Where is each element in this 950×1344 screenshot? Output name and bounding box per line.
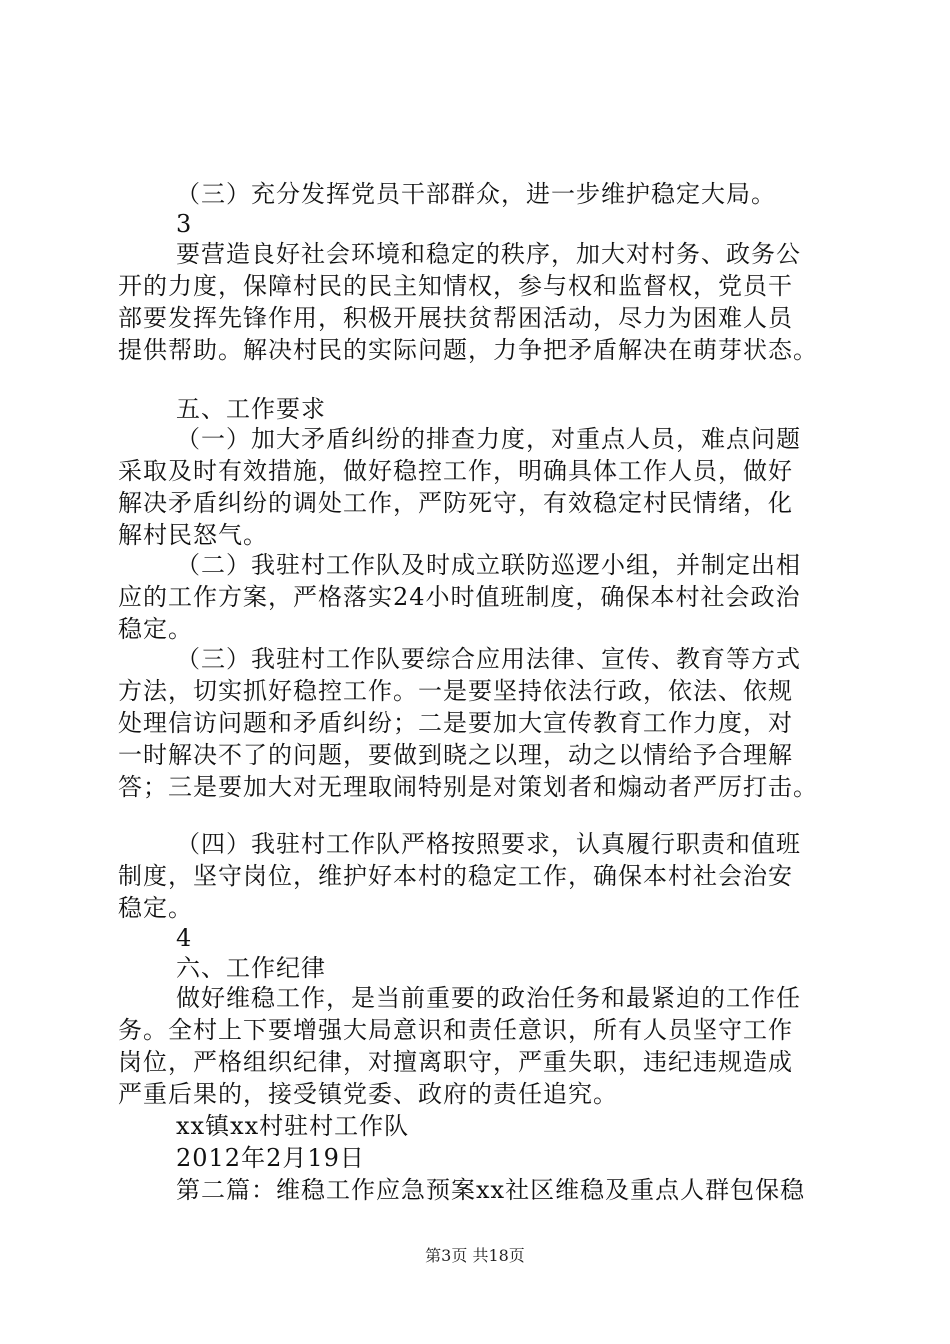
text-line: 制度，坚守岗位，维护好本村的稳定工作，确保本村社会治安	[118, 862, 793, 890]
text-line: （二）我驻村工作队及时成立联防巡逻小组，并制定出相	[176, 551, 801, 579]
text-line: 务。全村上下要增强大局意识和责任意识，所有人员坚守工作	[118, 1016, 793, 1044]
signature-date: 2012年2月19日	[176, 1144, 365, 1172]
text-line: 岗位，严格组织纪律，对擅离职守，严重失职，违纪违规造成	[118, 1048, 793, 1076]
text-line: （一）加大矛盾纠纷的排查力度，对重点人员，难点问题	[176, 425, 801, 453]
section-heading: 五、工作要求	[176, 395, 326, 423]
text-line: 做好维稳工作，是当前重要的政治任务和最紧迫的工作任	[176, 984, 801, 1012]
page-marker: 3	[176, 210, 193, 238]
text-line: 方法，切实抓好稳控工作。一是要坚持依法行政，依法、依规	[118, 677, 793, 705]
text-line: 处理信访问题和矛盾纠纷；二是要加大宣传教育工作力度，对	[118, 709, 793, 737]
page-footer: 第3页 共18页	[425, 1246, 525, 1265]
text-line: 严重后果的，接受镇党委、政府的责任追究。	[118, 1080, 618, 1108]
text-line: 第二篇：维稳工作应急预案xx社区维稳及重点人群包保稳	[176, 1176, 806, 1204]
text-line: 解决矛盾纠纷的调处工作，严防死守，有效稳定村民情绪，化	[118, 489, 793, 517]
signature-org: xx镇xx村驻村工作队	[176, 1112, 410, 1140]
text-line: 要营造良好社会环境和稳定的秩序，加大对村务、政务公	[176, 240, 801, 268]
text-line: 提供帮助。解决村民的实际问题，力争把矛盾解决在萌芽状态。	[118, 336, 818, 364]
text-line: 开的力度，保障村民的民主知情权，参与权和监督权，党员干	[118, 272, 793, 300]
text-line: （四）我驻村工作队严格按照要求，认真履行职责和值班	[176, 830, 801, 858]
text-line: 应的工作方案，严格落实24小时值班制度，确保本村社会政治	[118, 583, 801, 611]
text-line: 答；三是要加大对无理取闹特别是对策划者和煽动者严厉打击。	[118, 773, 818, 801]
page-marker: 4	[176, 924, 193, 952]
section-heading: 六、工作纪律	[176, 954, 326, 982]
text-line: 一时解决不了的问题，要做到晓之以理，动之以情给予合理解	[118, 741, 793, 769]
text-line: 稳定。	[118, 615, 193, 643]
text-line: （三）充分发挥党员干部群众，进一步维护稳定大局。	[176, 180, 776, 208]
text-line: 采取及时有效措施，做好稳控工作，明确具体工作人员，做好	[118, 457, 793, 485]
text-line: 稳定。	[118, 894, 193, 922]
text-line: 部要发挥先锋作用，积极开展扶贫帮困活动，尽力为困难人员	[118, 304, 793, 332]
text-line: 解村民怒气。	[118, 521, 268, 549]
text-line: （三）我驻村工作队要综合应用法律、宣传、教育等方式	[176, 645, 801, 673]
